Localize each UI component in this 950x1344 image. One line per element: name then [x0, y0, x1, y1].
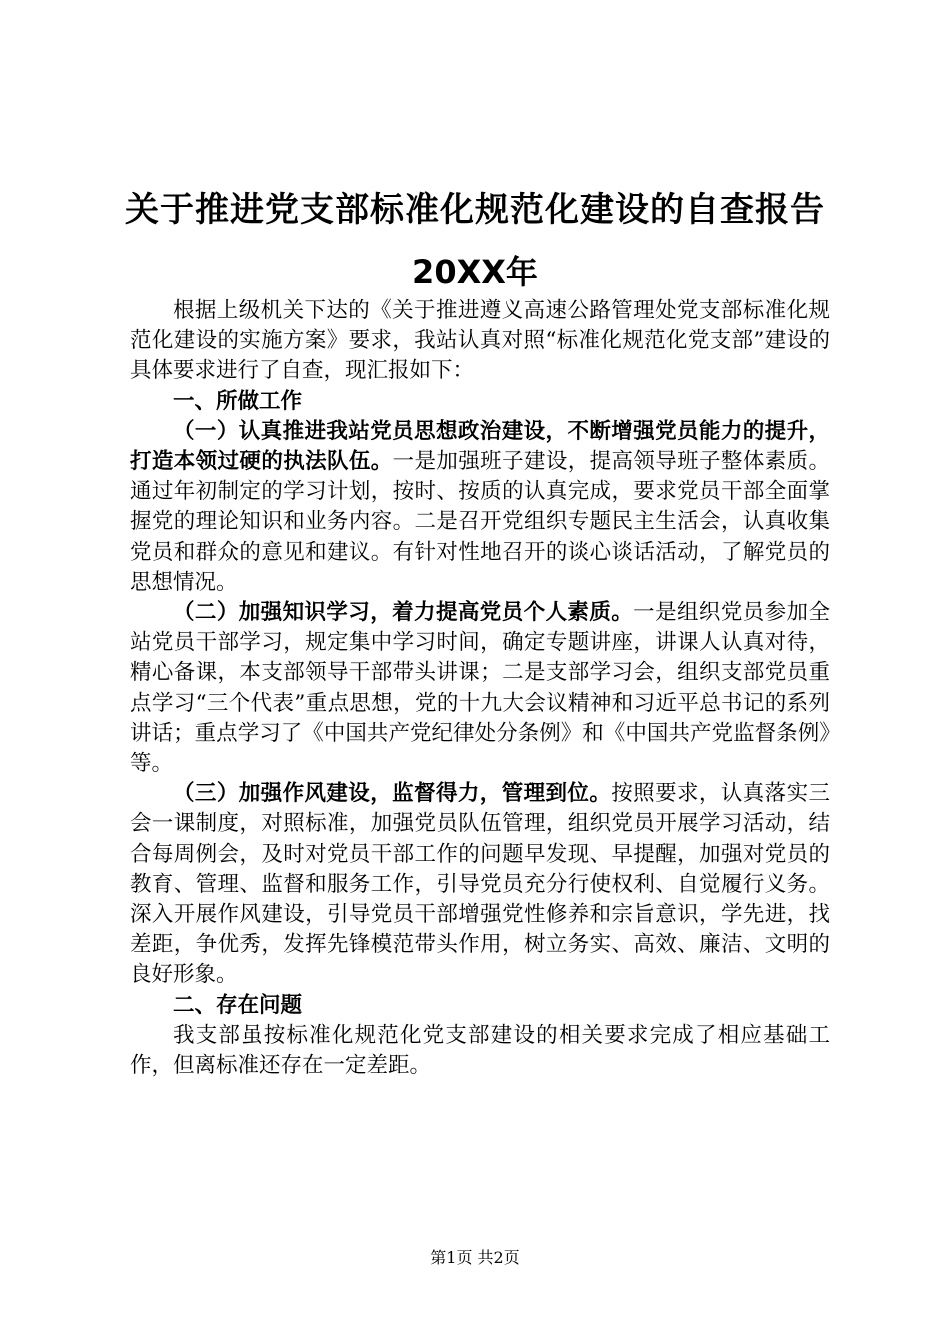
work-item-2-lead: （二）加强知识学习，着力提高党员个人素质。 [173, 600, 634, 626]
work-item-1 [130, 417, 830, 598]
section-heading-problems: 二、存在问题 [173, 992, 303, 1018]
document-title: 关于推进党支部标准化规范化建设的自查报告 [125, 190, 825, 230]
document-body [130, 296, 830, 1081]
work-item-3 [130, 779, 830, 990]
problems-paragraph: 我支部虽按标准化规范化党支部建设的相关要求完成了相应基础工作，但离标准还存在一定差距。 [130, 1022, 830, 1079]
work-item-1-text: 一是加强班子建设，提高领导班子整体素质。通过年初制定的学习计划，按时、按质的认真完成，要求党员干部全面掌握党的理论知识和业务内容。二是召开党组织专题民主生活会，认真收集党员和群众的意见和建议。有针对性地召开的谈心谈话活动，了解党员的思想情况。 [130, 449, 830, 595]
work-item-3-lead: （三）加强作风建设，监督得力，管理到位。 [173, 781, 612, 807]
work-item-1-lead: （一）认真推进我站党员思想政治建设，不断增强党员能力的提升，打造本领过硬的执法队伍。 [130, 418, 830, 475]
work-item-2 [130, 598, 830, 779]
work-item-3-text: 按照要求，认真落实三会一课制度，对照标准，加强党员队伍管理，组织党员开展学习活动，结合每周例会，及时对党员干部工作的问题早发现、早提醒，加强对党员的教育、管理、监督和服务工作，引导党员充分行使权利、自觉履行义务。深入开展作风建设，引导党员干部增强党性修养和宗旨意识，学先进，找差距，争优秀，发挥先锋模范带头作用，树立务实、高效、廉洁、文明的良好形象。 [130, 781, 830, 988]
page-footer: 第1页 共2页 [430, 1248, 520, 1267]
section-heading-work: 一、所做工作 [173, 388, 303, 414]
work-item-2-text: 一是组织党员参加全站党员干部学习，规定集中学习时间，确定专题讲座，讲课人认真对待，精心备课，本支部领导干部带头讲课；二是支部学习会，组织支部党员重点学习“三个代表”重点思想，党的十九大会议精神和习近平总书记的系列讲话；重点学习了《中国共产党纪律处分条例》和《中国共产党监督条例》等。 [130, 600, 830, 777]
intro-paragraph: 根据上级机关下达的《关于推进遵义高速公路管理处党支部标准化规范化建设的实施方案》要求，我站认真对照“标准化规范化党支部”建设的具体要求进行了自查，现汇报如下： [130, 298, 830, 384]
document-year: 20XX年 [412, 253, 538, 291]
